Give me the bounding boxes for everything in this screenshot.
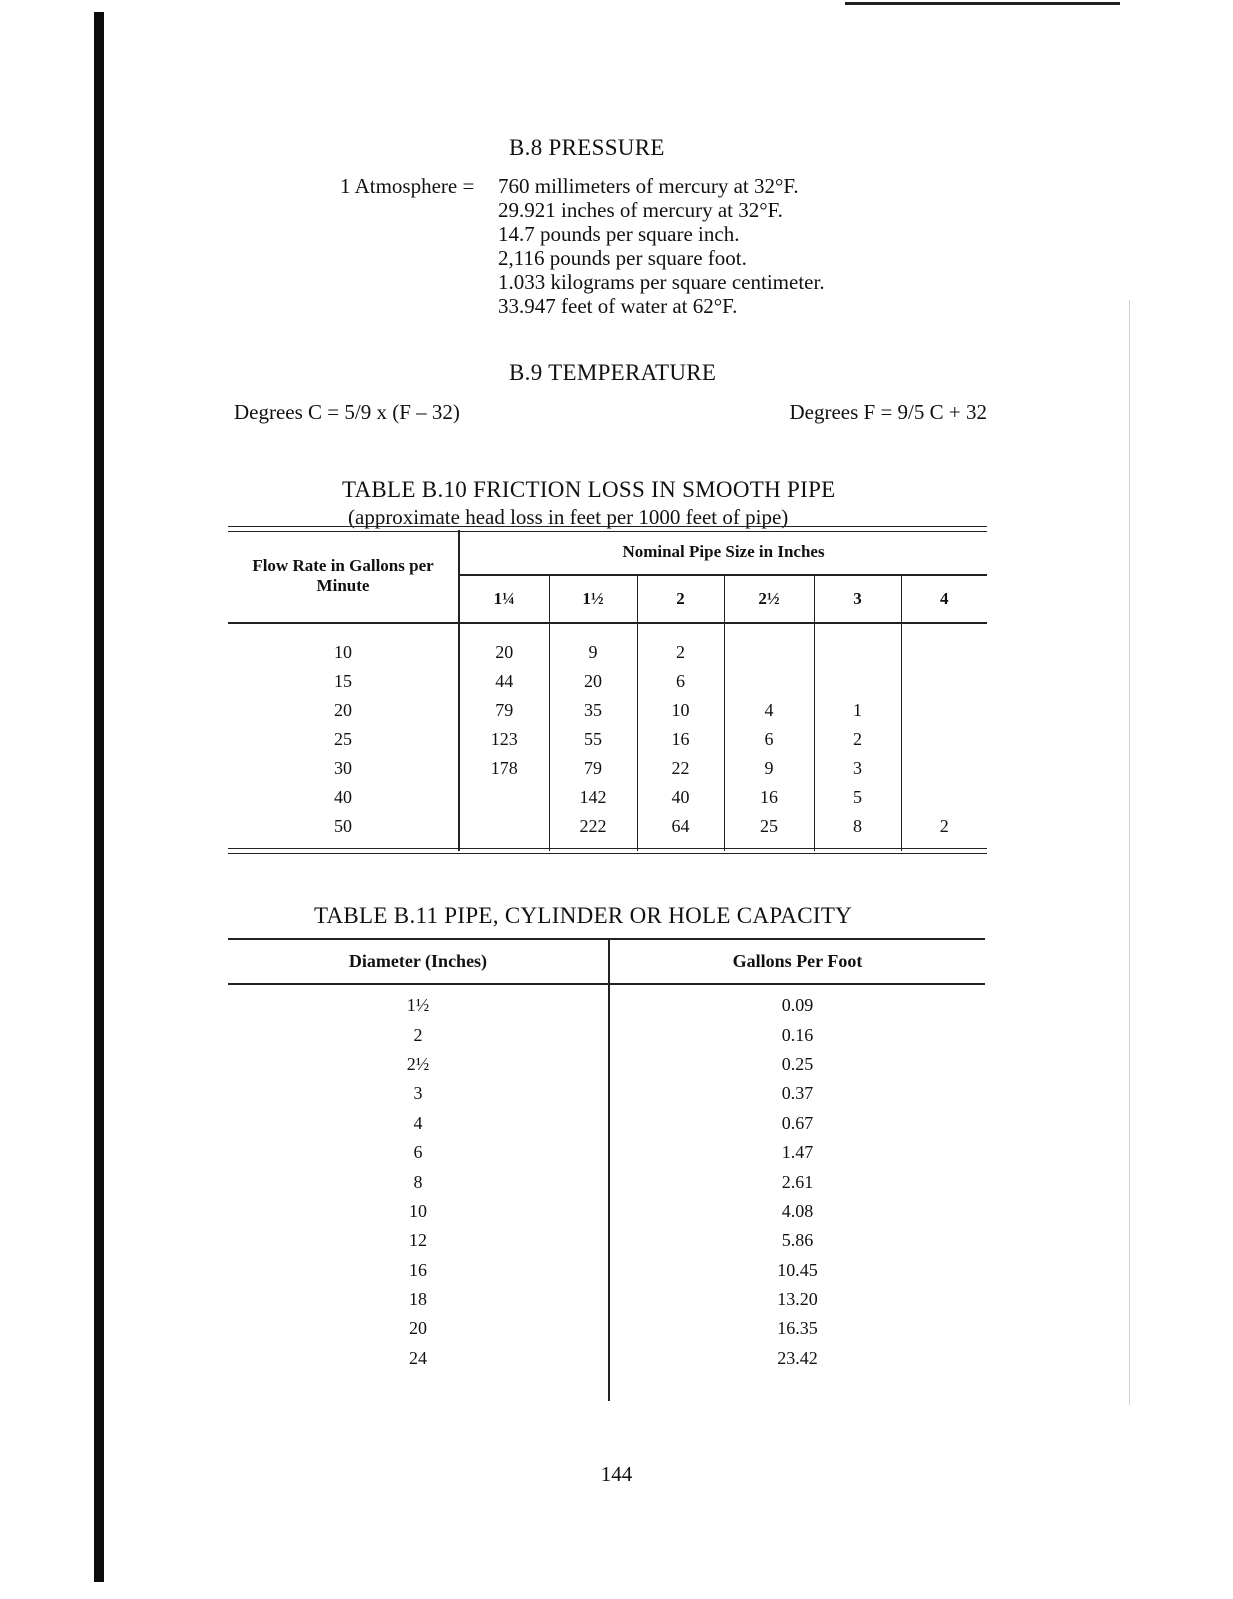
head-loss-cell: 2 bbox=[637, 624, 724, 667]
head-loss-cell bbox=[814, 667, 901, 696]
scan-edge-mark bbox=[1129, 300, 1130, 1405]
diameter-cell: 18 bbox=[228, 1285, 609, 1314]
gallons-cell: 0.25 bbox=[781, 1053, 814, 1074]
table-row bbox=[228, 725, 987, 754]
head-loss-cell bbox=[901, 624, 987, 667]
gallons-per-foot-header: Gallons Per Foot bbox=[732, 950, 863, 971]
head-loss-cell: 4 bbox=[724, 696, 814, 725]
head-loss-cell: 8 bbox=[814, 812, 901, 851]
head-loss-cell: 1 bbox=[814, 696, 901, 725]
table-row bbox=[228, 1344, 985, 1401]
pipe-size-column-header: 1½ bbox=[549, 575, 637, 623]
head-loss-cell bbox=[814, 624, 901, 667]
head-loss-cell bbox=[901, 696, 987, 725]
head-loss-cell: 22 bbox=[637, 754, 724, 783]
pipe-size-column-header: 2½ bbox=[724, 575, 814, 623]
head-loss-cell: 35 bbox=[549, 696, 637, 725]
diameter-cell: 10 bbox=[228, 1197, 609, 1226]
table-row bbox=[228, 1226, 985, 1255]
pressure-line: 2,116 pounds per square foot. bbox=[498, 246, 747, 270]
table-row bbox=[228, 1197, 985, 1226]
binding-edge bbox=[94, 12, 104, 1582]
pipe-size-column-header: 4 bbox=[940, 589, 949, 608]
head-loss-cell: 9 bbox=[549, 624, 637, 667]
head-loss-cell: 55 bbox=[549, 725, 637, 754]
celsius-formula: Degrees C = 5/9 x (F – 32) bbox=[234, 400, 460, 424]
table-b10-title: TABLE B.10 FRICTION LOSS IN SMOOTH PIPE bbox=[342, 477, 836, 502]
pressure-line: 29.921 inches of mercury at 32°F. bbox=[498, 198, 783, 222]
pressure-line: 33.947 feet of water at 62°F. bbox=[498, 294, 738, 318]
table-b10-subtitle: (approximate head loss in feet per 1000 feet of pipe) bbox=[348, 505, 789, 529]
flow-rate-cell: 30 bbox=[228, 754, 459, 783]
table-row bbox=[228, 1314, 985, 1343]
head-loss-cell bbox=[724, 667, 814, 696]
head-loss-cell: 178 bbox=[459, 754, 549, 783]
gallons-cell: 0.16 bbox=[781, 1024, 814, 1045]
pipe-capacity-table bbox=[228, 939, 985, 1401]
head-loss-cell: 3 bbox=[814, 754, 901, 783]
table-b10-bottom-rule bbox=[228, 848, 987, 854]
head-loss-cell bbox=[459, 783, 549, 812]
head-loss-cell: 10 bbox=[637, 696, 724, 725]
flow-rate-cell: 10 bbox=[228, 624, 459, 667]
diameter-cell: 2½ bbox=[228, 1050, 609, 1079]
head-loss-cell: 2 bbox=[814, 725, 901, 754]
friction-loss-table bbox=[228, 530, 987, 851]
flow-rate-cell: 25 bbox=[228, 725, 459, 754]
pressure-heading: B.8 PRESSURE bbox=[509, 135, 665, 160]
pipe-size-header: Nominal Pipe Size in Inches bbox=[459, 530, 987, 575]
pipe-size-column-header: 2 bbox=[637, 575, 724, 623]
diameter-cell: 8 bbox=[228, 1167, 609, 1196]
table-row bbox=[228, 1079, 985, 1108]
head-loss-cell: 44 bbox=[459, 667, 549, 696]
head-loss-cell: 9 bbox=[724, 754, 814, 783]
table-row bbox=[228, 1050, 985, 1079]
flow-rate-cell: 50 bbox=[228, 812, 459, 851]
head-loss-cell: 40 bbox=[637, 783, 724, 812]
diameter-cell: 6 bbox=[228, 1138, 609, 1167]
pipe-size-column-header: 3 bbox=[814, 575, 901, 623]
flow-rate-cell: 40 bbox=[228, 783, 459, 812]
top-rule bbox=[845, 2, 1120, 5]
table-row bbox=[228, 985, 985, 1020]
table-row bbox=[228, 1256, 985, 1285]
diameter-cell: 1½ bbox=[228, 985, 609, 1020]
table-row bbox=[228, 1167, 985, 1196]
head-loss-cell: 16 bbox=[724, 783, 814, 812]
head-loss-cell bbox=[901, 783, 987, 812]
table-row bbox=[228, 1020, 985, 1049]
head-loss-cell: 6 bbox=[637, 667, 724, 696]
table-row bbox=[228, 1285, 985, 1314]
table-row bbox=[228, 667, 987, 696]
diameter-cell: 16 bbox=[228, 1256, 609, 1285]
table-row bbox=[228, 812, 987, 851]
pressure-lead: 1 Atmosphere = bbox=[340, 174, 475, 198]
pressure-line: 760 millimeters of mercury at 32°F. bbox=[498, 174, 799, 198]
head-loss-cell bbox=[901, 667, 987, 696]
table-row bbox=[228, 1109, 985, 1138]
head-loss-cell bbox=[459, 812, 549, 851]
flow-rate-cell: 15 bbox=[228, 667, 459, 696]
fahrenheit-formula: Degrees F = 9/5 C + 32 bbox=[789, 400, 987, 424]
head-loss-cell: 16 bbox=[637, 725, 724, 754]
gallons-cell: 2.61 bbox=[781, 1171, 814, 1192]
head-loss-cell: 64 bbox=[637, 812, 724, 851]
gallons-cell: 23.42 bbox=[777, 1347, 818, 1368]
head-loss-cell bbox=[724, 624, 814, 667]
diameter-cell: 4 bbox=[228, 1109, 609, 1138]
head-loss-cell bbox=[901, 754, 987, 783]
page-number: 144 bbox=[600, 1462, 633, 1486]
diameter-cell: 20 bbox=[228, 1314, 609, 1343]
flow-rate-header: Flow Rate in Gallons per Minute bbox=[228, 530, 459, 623]
head-loss-cell: 123 bbox=[459, 725, 549, 754]
table-row bbox=[228, 1138, 985, 1167]
diameter-header: Diameter (Inches) bbox=[228, 939, 609, 984]
gallons-cell: 16.35 bbox=[777, 1318, 818, 1339]
pressure-line: 1.033 kilograms per square centimeter. bbox=[498, 270, 825, 294]
diameter-cell: 3 bbox=[228, 1079, 609, 1108]
head-loss-cell: 20 bbox=[549, 667, 637, 696]
diameter-cell: 2 bbox=[228, 1020, 609, 1049]
diameter-cell: 24 bbox=[228, 1344, 609, 1401]
gallons-cell: 10.45 bbox=[777, 1259, 818, 1280]
pipe-size-column-header: 1¼ bbox=[459, 575, 549, 623]
head-loss-cell bbox=[901, 725, 987, 754]
table-b11-title: TABLE B.11 PIPE, CYLINDER OR HOLE CAPACITY bbox=[314, 903, 853, 928]
temperature-heading: B.9 TEMPERATURE bbox=[509, 360, 717, 385]
gallons-cell: 0.37 bbox=[781, 1083, 814, 1104]
gallons-cell: 1.47 bbox=[781, 1142, 814, 1163]
head-loss-cell: 25 bbox=[724, 812, 814, 851]
gallons-cell: 5.86 bbox=[781, 1230, 814, 1251]
head-loss-cell: 20 bbox=[459, 624, 549, 667]
gallons-cell: 0.09 bbox=[781, 995, 814, 1016]
head-loss-cell: 2 bbox=[939, 816, 949, 836]
head-loss-cell: 79 bbox=[459, 696, 549, 725]
pressure-equivalents bbox=[498, 174, 825, 318]
table-row bbox=[228, 754, 987, 783]
head-loss-cell: 5 bbox=[814, 783, 901, 812]
head-loss-cell: 222 bbox=[549, 812, 637, 851]
gallons-cell: 4.08 bbox=[781, 1200, 814, 1221]
pressure-line: 14.7 pounds per square inch. bbox=[498, 222, 740, 246]
gallons-cell: 0.67 bbox=[781, 1112, 814, 1133]
table-row bbox=[228, 783, 987, 812]
head-loss-cell: 79 bbox=[549, 754, 637, 783]
diameter-cell: 12 bbox=[228, 1226, 609, 1255]
head-loss-cell: 142 bbox=[549, 783, 637, 812]
gallons-cell: 13.20 bbox=[777, 1289, 818, 1310]
table-row bbox=[228, 624, 987, 667]
head-loss-cell: 6 bbox=[724, 725, 814, 754]
flow-rate-cell: 20 bbox=[228, 696, 459, 725]
table-row bbox=[228, 696, 987, 725]
